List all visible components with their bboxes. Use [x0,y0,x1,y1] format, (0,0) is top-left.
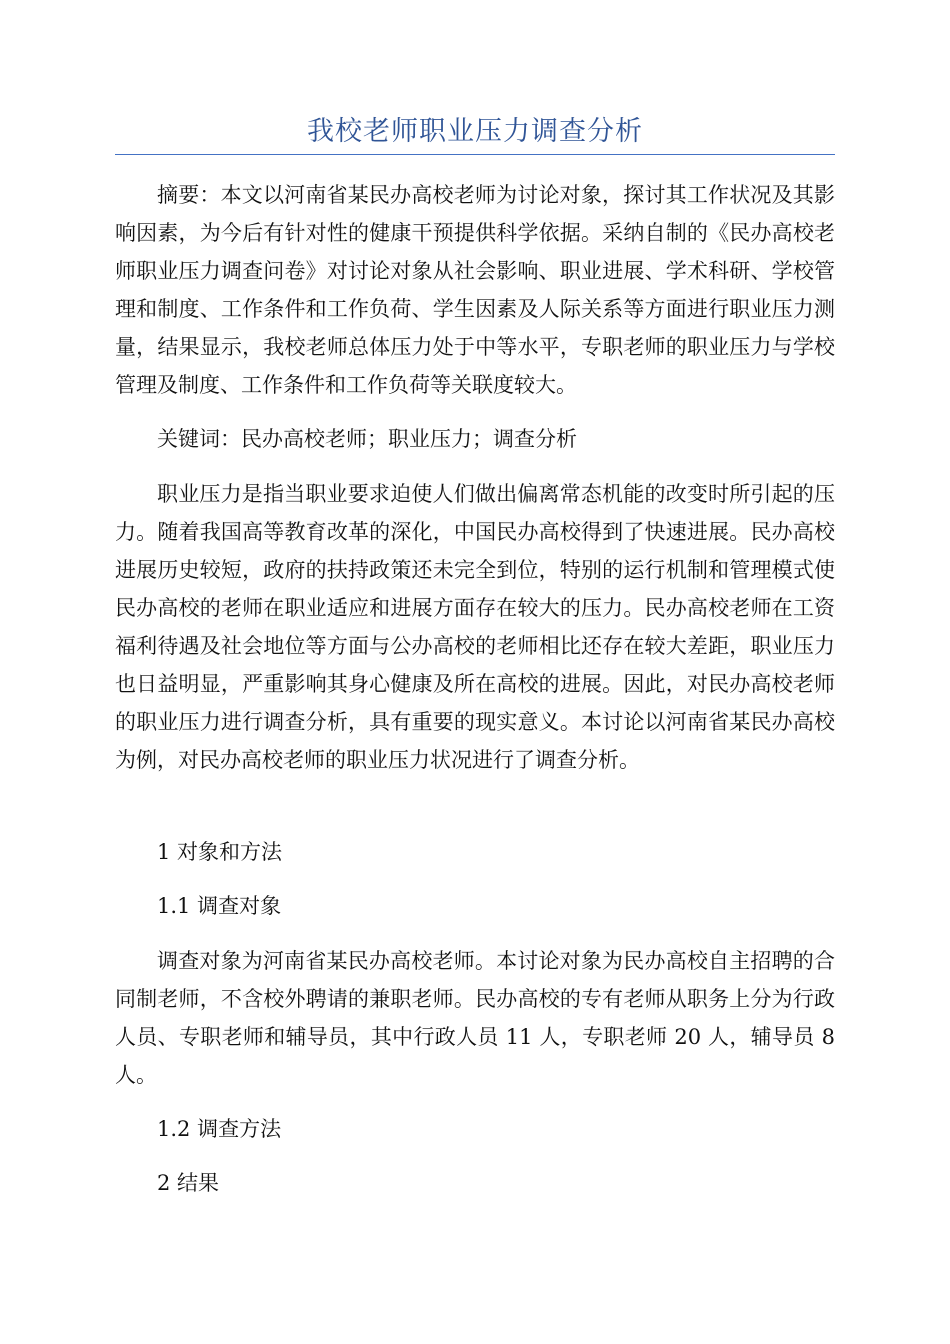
keywords-paragraph: 关键词：民办高校老师；职业压力；调查分析 [157,427,577,451]
intro-paragraph: 职业压力是指当职业要求迫使人们做出偏离常态机能的改变时所引起的压力。随着我国高等教育改革的深化，中国民办高校得到了快速进展。民办高校进展历史较短，政府的扶持政策还未完全到位，特别的运行机制和管理模式使民办高校的老师在职业适应和进展方面存在较大的压力。民办高校老师在工资福利待遇及社会地位等方面与公办高校的老师相比还存在较大差距，职业压力也日益明显，严重影响其身心健康及所在高校的进展。因此，对民办高校老师的职业压力进行调查分析，具有重要的现实意义。本讨论以河南省某民办高校为例，对民办高校老师的职业压力状况进行了调查分析。 [115,482,835,772]
section-2-heading: 2 结果 [157,1171,220,1195]
section-1-2-heading: 1.2 调查方法 [157,1117,282,1141]
section-1-1-heading: 1.1 调查对象 [157,894,282,918]
title-underline [115,154,835,155]
section-1-1-paragraph: 调查对象为河南省某民办高校老师。本讨论对象为民办高校自主招聘的合同制老师，不含校外聘请的兼职老师。民办高校的专有老师从职务上分为行政人员、专职老师和辅导员，其中行政人员 11 人，专职老师 20 人，辅导员 8 人。 [115,949,835,1087]
document-title: 我校老师职业压力调查分析 [307,116,643,147]
abstract-paragraph: 摘要：本文以河南省某民办高校老师为讨论对象，探讨其工作状况及其影响因素，为今后有针对性的健康干预提供科学依据。采纳自制的《民办高校老师职业压力调查问卷》对讨论对象从社会影响、职业进展、学术科研、学校管理和制度、工作条件和工作负荷、学生因素及人际关系等方面进行职业压力测量，结果显示，我校老师总体压力处于中等水平，专职老师的职业压力与学校管理及制度、工作条件和工作负荷等关联度较大。 [115,183,835,397]
section-1-heading: 1 对象和方法 [157,840,283,864]
